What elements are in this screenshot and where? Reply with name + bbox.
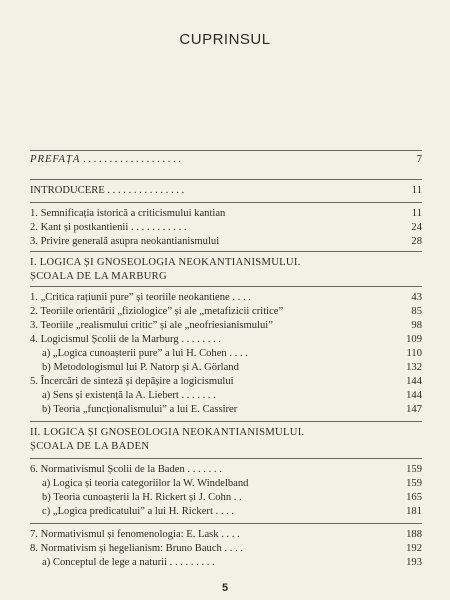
toc-entry-text: 5. Încercări de sinteză și depășire a logicismului: [30, 376, 234, 387]
divider: [30, 458, 422, 459]
toc-row: [30, 347, 422, 361]
section-heading: I. LOGICA ȘI GNOSEOLOGIA NEOKANTIANISMULUI.: [30, 257, 301, 268]
toc-page-number: 147: [406, 404, 422, 415]
toc-entry-text: a) Sens și existență la A. Liebert . . . . . . .: [42, 390, 216, 401]
toc-entry-text: b) Teoria „funcționalismului” a lui E. Cassirer: [42, 404, 238, 415]
toc-entry-text: 2. Teoriile orientării „fiziologice” și ale „metafizicii critice”: [30, 306, 284, 317]
toc-entry-text: c) „Logica predicatului” a lui H. Rickert . . . .: [42, 506, 235, 517]
toc-entry-text: INTRODUCERE . . . . . . . . . . . . . . .: [30, 185, 185, 196]
toc-entry-text: 1. Semnificația istorică a criticismului kantian: [30, 208, 226, 219]
toc-row: [30, 235, 422, 249]
toc-page-number: 144: [406, 390, 422, 401]
toc-page-number: 109: [406, 334, 422, 345]
toc-page-number: 193: [406, 557, 422, 568]
toc-page-number: 11: [411, 208, 422, 219]
divider: [30, 202, 422, 203]
toc-entry-text: 3. Teoriile „realismului critic” și ale „neofriesianismului”: [30, 320, 273, 331]
toc-row: [30, 463, 422, 477]
toc-row: [30, 333, 422, 347]
toc-entry-text: a) Logica și teoria categoriilor la W. Windelband: [42, 478, 249, 489]
divider: [30, 251, 422, 252]
toc-row: [30, 361, 422, 375]
toc-page-number: 98: [411, 320, 422, 331]
toc-row: [30, 528, 422, 542]
toc-entry-text: b) Teoria cunoașterii la H. Rickert și J. Cohn . .: [42, 492, 242, 503]
toc-entry-text: b) Metodologismul lui P. Natorp și A. Görland: [42, 362, 239, 373]
toc-row: [30, 221, 422, 235]
toc-page-number: 85: [411, 306, 422, 317]
divider: [30, 179, 422, 180]
section-heading: ȘCOALA DE LA MARBURG: [30, 271, 167, 282]
toc-page-number: 132: [406, 362, 422, 373]
toc-entry-text: 6. Normativismul Școlii de la Baden . . . . . . .: [30, 464, 222, 475]
divider: [30, 150, 422, 151]
toc-page-number: 43: [411, 292, 422, 303]
toc-page-number: 159: [406, 464, 422, 475]
toc-page-number: 181: [406, 506, 422, 517]
toc-row: [30, 477, 422, 491]
toc-page-number: 110: [406, 348, 422, 359]
toc-row: [30, 375, 422, 389]
toc-prefata-label: PREFAȚA: [30, 154, 81, 165]
toc-entry-text: 3. Privire generală asupra neokantianismului: [30, 236, 220, 247]
toc-page-number: 188: [406, 529, 422, 540]
toc-row-introducere: [30, 184, 422, 198]
toc-entry-text: a) „Logica cunoașterii pure” a lui H. Cohen . . . .: [42, 348, 248, 359]
toc-entry-text: 4. Logicismul Școlii de la Marburg . . . . . . . .: [30, 334, 222, 345]
toc-row: [30, 505, 422, 519]
toc-page-number: 159: [406, 478, 422, 489]
toc-page-number: 144: [406, 376, 422, 387]
toc-row: [30, 291, 422, 305]
toc-page-number: 11: [411, 185, 422, 196]
toc-row: [30, 207, 422, 221]
toc-row: [30, 319, 422, 333]
toc-row-prefata: [30, 153, 422, 167]
toc-row: [30, 403, 422, 417]
divider: [30, 421, 422, 422]
toc-page-number: 28: [411, 236, 422, 247]
toc-entry-text: 2. Kant și postkantienii . . . . . . . . . . .: [30, 222, 187, 233]
toc-row: [30, 491, 422, 505]
section-heading: ȘCOALA DE LA BADEN: [30, 441, 150, 452]
toc-prefata-dots: . . . . . . . . . . . . . . . . . . .: [83, 154, 182, 165]
toc-entry-text: a) Conceptul de lege a naturii . . . . . . . . .: [42, 557, 215, 568]
toc-page-number: 165: [406, 492, 422, 503]
toc-row: [30, 556, 422, 570]
toc-page-number: 24: [411, 222, 422, 233]
toc-row: [30, 389, 422, 403]
page-number: 5: [221, 582, 229, 594]
page-title: CUPRINSUL: [179, 31, 271, 48]
toc-entry-text: 1. „Critica rațiunii pure” și teoriile neokantiene . . . .: [30, 292, 251, 303]
divider: [30, 286, 422, 287]
toc-entry-text: 7. Normativismul și fenomenologia: E. Lask . . . .: [30, 529, 240, 540]
toc-row: [30, 305, 422, 319]
toc-page-number: 192: [406, 543, 422, 554]
section-heading: II. LOGICA ȘI GNOSEOLOGIA NEOKANTIANISMULUI.: [30, 427, 305, 438]
toc-page-number: 7: [416, 154, 422, 165]
toc-row: [30, 542, 422, 556]
toc-entry-text: 8. Normativism și hegelianism: Bruno Bauch . . . .: [30, 543, 244, 554]
divider: [30, 523, 422, 524]
